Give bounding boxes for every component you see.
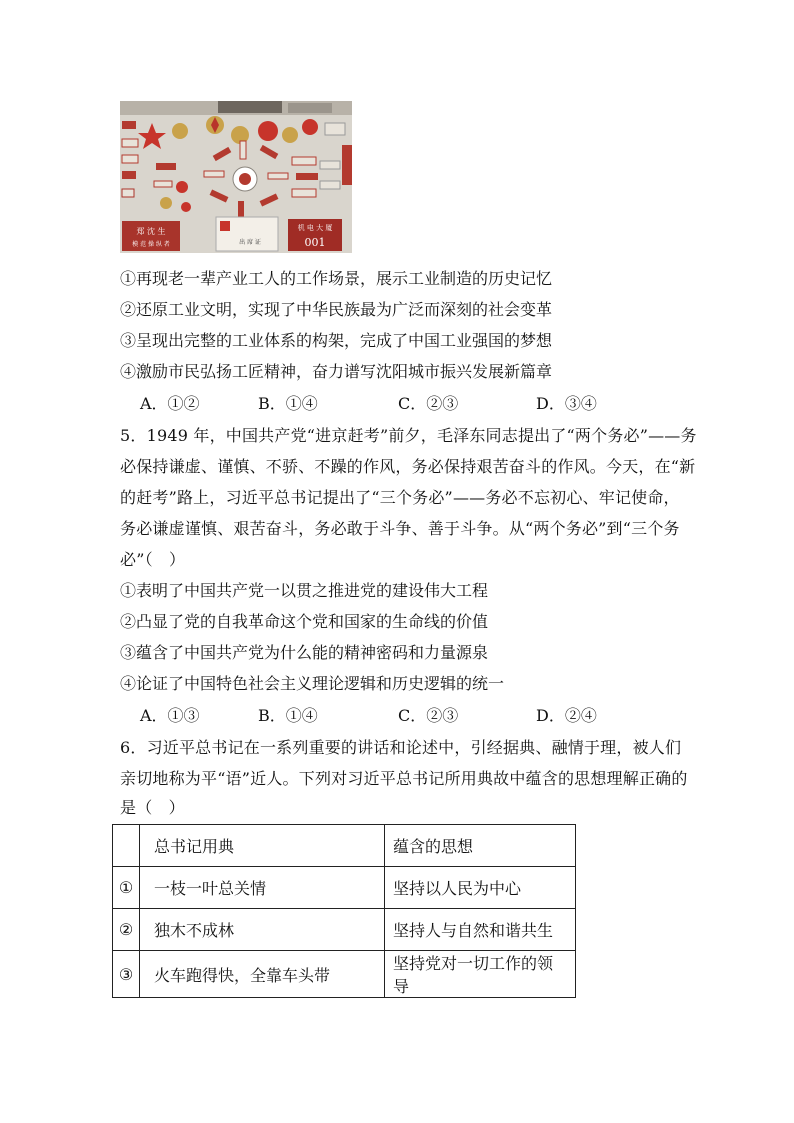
table-header-cell: 蕴含的思想	[385, 825, 576, 867]
table-cell: ③	[113, 951, 140, 998]
q5-choice-c[interactable]: C．②③	[398, 706, 459, 725]
q4-option-1: ①再现老一辈产业工人的工作场景，展示工业制造的历史记忆	[120, 269, 553, 288]
q5-stem-line-5: 必”（ ）	[120, 550, 186, 569]
q5-option-1: ①表明了中国共产党一以贯之推进党的建设伟大工程	[120, 581, 489, 600]
q4-option-2: ②还原工业文明，实现了中华民族最为广泛而深刻的社会变革	[120, 300, 553, 319]
plate-number-text: 001	[304, 236, 326, 249]
table-cell: ②	[113, 909, 140, 951]
table-cell: ①	[113, 867, 140, 909]
q5-choice-a[interactable]: A．①③	[140, 706, 200, 725]
q5-choices	[140, 706, 597, 726]
table-cell: 坚持以人民为中心	[385, 867, 576, 909]
q5-option-4: ④论证了中国特色社会主义理论逻辑和历史逻辑的统一	[120, 674, 505, 693]
table-header-row	[113, 825, 576, 867]
q5-choice-d[interactable]: D．②④	[536, 706, 597, 725]
medals-photo	[120, 101, 352, 253]
name-tag-sub: 模 范 操 纵 者	[132, 241, 170, 248]
table-cell: 坚持党对一切工作的领导	[385, 951, 576, 998]
q4-choice-a[interactable]: A．①②	[140, 394, 200, 413]
q5-stem-line-3: 的赶考”路上，习近平总书记提出了“三个务必”——务必不忘初心、牢记使命，	[120, 488, 680, 507]
q6-stem-line-3: 是（ ）	[120, 798, 185, 817]
table-header-cell	[113, 825, 140, 867]
q4-option-3: ③呈现出完整的工业体系的构架，完成了中国工业强国的梦想	[120, 331, 553, 350]
q5-stem-line-1: 5．1949 年，中国共产党“进京赶考”前夕，毛泽东同志提出了“两个务必”——务	[120, 426, 697, 445]
q4-choice-b[interactable]: B．①④	[258, 394, 318, 413]
plate-top-text: 机 电 大 厦	[297, 224, 333, 232]
q5-option-3: ③蕴含了中国共产党为什么能的精神密码和力量源泉	[120, 643, 489, 662]
q4-choice-c[interactable]: C．②③	[398, 394, 459, 413]
card-text: 出 席 证	[239, 239, 261, 246]
q6-table	[112, 824, 576, 998]
q4-choice-d[interactable]: D．③④	[536, 394, 597, 413]
q4-option-4: ④激励市民弘扬工匠精神，奋力谱写沈阳城市振兴发展新篇章	[120, 362, 553, 381]
q4-choices	[140, 394, 597, 414]
q6-stem-line-1: 6．习近平总书记在一系列重要的讲话和论述中，引经据典、融情于理，被人们	[120, 738, 682, 757]
table-header-cell: 总书记用典	[140, 825, 385, 867]
medals-illustration	[120, 101, 352, 253]
table-cell: 火车跑得快，全靠车头带	[140, 951, 385, 998]
q5-option-2: ②凸显了党的自我革命这个党和国家的生命线的价值	[120, 612, 489, 631]
table-row	[113, 867, 576, 909]
q5-stem-line-2: 必保持谦虚、谨慎、不骄、不躁的作风，务必保持艰苦奋斗的作风。今天，在“新	[120, 457, 696, 476]
table-row	[113, 909, 576, 951]
table-cell: 坚持人与自然和谐共生	[385, 909, 576, 951]
table-cell: 独木不成林	[140, 909, 385, 951]
q6-stem-line-2: 亲切地称为平“语”近人。下列对习近平总书记所用典故中蕴含的思想理解正确的	[120, 769, 688, 788]
table-row	[113, 951, 576, 998]
table-cell: 一枝一叶总关情	[140, 867, 385, 909]
name-tag-text: 郑 沈 生	[136, 227, 166, 236]
q5-stem-line-4: 务必谦虚谨慎、艰苦奋斗，务必敢于斗争、善于斗争。从“两个务必”到“三个务	[120, 519, 680, 538]
q5-choice-b[interactable]: B．①④	[258, 706, 318, 725]
